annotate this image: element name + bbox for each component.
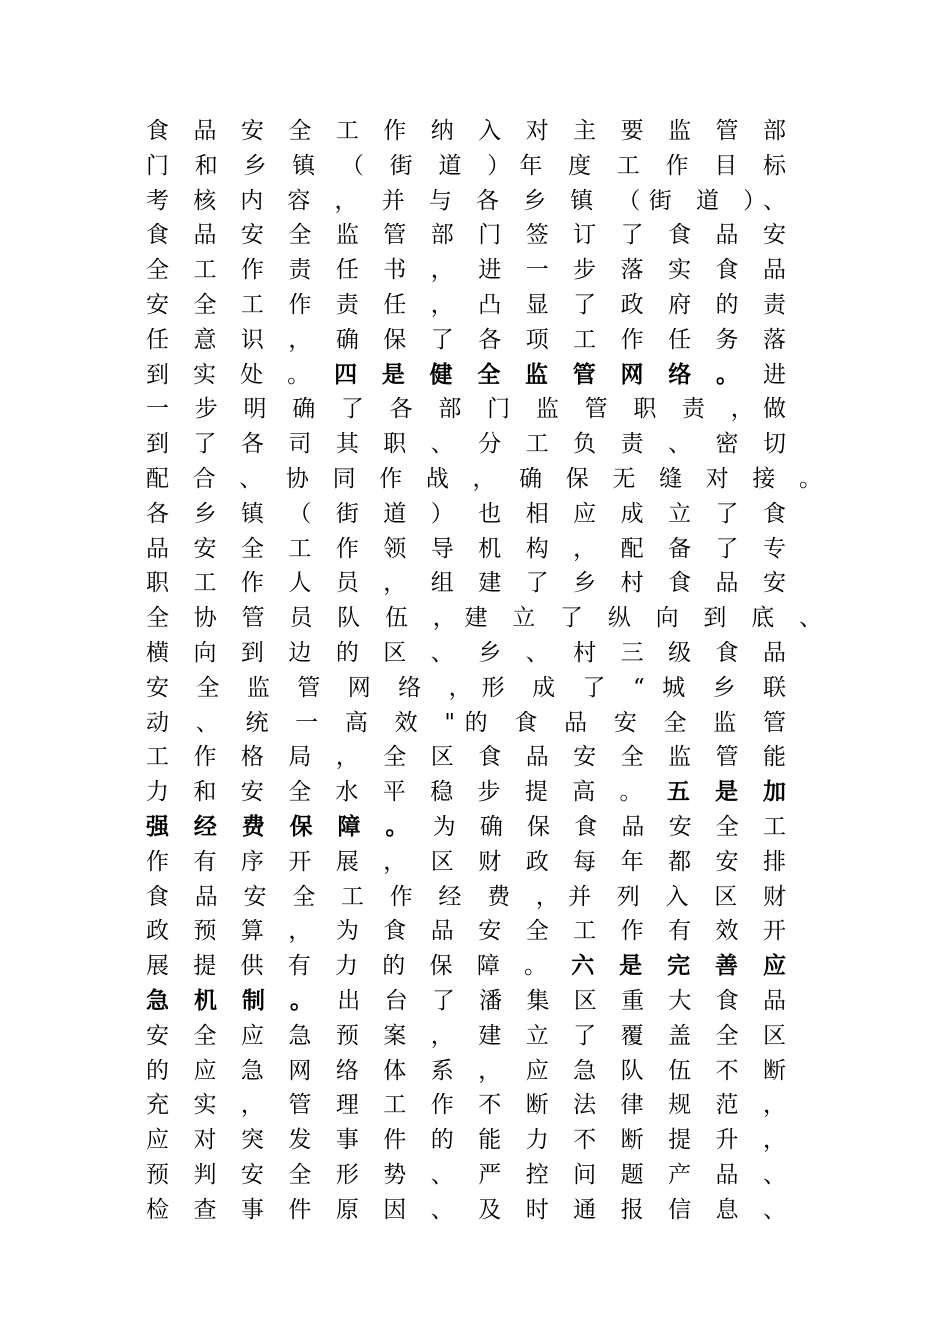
text-line (146, 775, 786, 810)
text-segment: 到 实 处 。 (146, 361, 335, 388)
text-segment: 任 意 识 ， 确 保 了 各 项 工 作 任 务 落 (146, 326, 786, 353)
bold-text-segment: 五 是 加 (666, 778, 787, 806)
bold-text-segment: 急 机 制 。 (146, 986, 322, 1014)
text-segment: 充 实 ， 管 理 工 作 不 断 法 律 规 范 ， (146, 1092, 786, 1119)
text-segment: 一 步 明 确 了 各 部 门 监 管 职 责 ，做 (146, 396, 786, 423)
text-segment: 品 安 全 工 作 领 导 机 构 ， 配 备 了 专 (146, 535, 786, 562)
text-line (146, 706, 786, 741)
text-segment: 应 对 突 发 事 件 的 能 力 不 断 提 升 ， (146, 1127, 786, 1154)
text-line (146, 1088, 786, 1123)
text-segment: 全 工 作 责 任 书 ， 进 一 步 落 实 食 品 (146, 257, 786, 284)
document-body-text (146, 114, 822, 1228)
text-segment: 进 (747, 361, 787, 388)
text-line (146, 984, 786, 1019)
text-segment: 作 有 序 开 展 ， 区 财 政 每 年 都 安 排 (146, 848, 786, 875)
text-segment: 出 台 了 潘 集 区 重 大 食 品 (321, 987, 786, 1014)
bold-text-segment: 强 经 费 保 障 。 (146, 812, 417, 840)
text-segment: 门 和 乡 镇 （ 街 道 ）年 度 工 作 目 标 (146, 152, 786, 179)
text-segment: 安 全 应 急 预 案 ， 建 立 了 覆 盖 全 区 (146, 1022, 786, 1049)
bold-text-segment: 六 是 完 善 应 (571, 952, 786, 980)
text-segment: 食 品 安 全 工 作 经 费 ，并 列 入 区 财 (146, 883, 786, 910)
text-segment: 预 判 安 全 形 势 、 严 控 问 题 产 品 、 (146, 1161, 786, 1188)
text-line (146, 810, 786, 845)
text-line (146, 601, 822, 636)
text-segment: 考 核 内 容 ， 并 与 各 乡 镇 （街 道 ）、 (146, 187, 786, 214)
text-segment: 工 作 格 局 ， 全 区 食 品 安 全 监 管 能 (146, 744, 786, 771)
text-line (146, 671, 786, 706)
text-segment: 到 了 各 司 其 职 、 分 工 负 责 、 密 切 (146, 431, 786, 458)
text-segment: 的 应 急 网 络 体 系 ， 应 急 队 伍 不 断 (146, 1057, 786, 1084)
text-line (146, 253, 786, 288)
text-segment: 横 向 到 边 的 区 、 乡 、 村 三 级 食 品 (146, 639, 786, 666)
text-segment: 检 查 事 件 原 因 、 及 时 通 报 信 息 、 (146, 1196, 786, 1223)
text-line (146, 392, 786, 427)
text-line (146, 114, 786, 149)
text-line (146, 288, 786, 323)
text-line (146, 218, 786, 253)
text-line (146, 184, 786, 219)
text-line (146, 358, 786, 393)
text-line (146, 1158, 786, 1193)
text-line (146, 740, 786, 775)
text-segment: 安 全 工 作 责 任 ， 凸 显 了 政 府 的 责 (146, 291, 786, 318)
text-segment: 食 品 安 全 监 管 部 门 签 订 了 食 品 安 (146, 222, 786, 249)
text-line (146, 532, 786, 567)
text-segment: 职 工 作 人 员 ， 组 建 了 乡 村 食 品 安 (146, 570, 786, 597)
text-segment: 全 协 管 员 队 伍 ，建 立 了 纵 向 到 底 、 (146, 605, 822, 632)
text-line (146, 1193, 786, 1228)
text-line (146, 949, 786, 984)
text-line (146, 462, 822, 497)
text-segment: 各 乡 镇 （ 街 道 ） 也 相 应 成 立 了 食 (146, 500, 786, 527)
text-line (146, 845, 786, 880)
text-segment: 力 和 安 全 水 平 稳 步 提 高 。 (146, 779, 667, 806)
text-line (146, 323, 786, 358)
text-segment: 政 预 算 ， 为 食 品 安 全 工 作 有 效 开 (146, 918, 786, 945)
text-line (146, 497, 786, 532)
text-segment: 为 确 保 食 品 安 全 工 (416, 813, 786, 840)
text-line (146, 1019, 786, 1054)
text-segment: 动 、 统 一 高 效 "的 食 品 安 全 监 管 (146, 709, 786, 736)
text-segment: 配 合 、 协 同 作 战 ， 确 保 无 缝 对 接 。 (146, 465, 822, 492)
bold-text-segment: 四 是 健 全 监 管 网 络 。 (334, 360, 748, 388)
text-line (146, 1123, 786, 1158)
text-segment: 安 全 监 管 网 络 ，形 成 了 “ 城 乡 联 (146, 674, 786, 701)
text-segment: 食 品 安 全 工 作 纳 入 对 主 要 监 管 部 (146, 118, 786, 144)
text-line (146, 880, 786, 915)
text-line (146, 149, 786, 184)
text-line (146, 1054, 786, 1089)
text-line (146, 566, 786, 601)
text-line (146, 427, 786, 462)
text-line (146, 914, 786, 949)
text-line (146, 636, 786, 671)
text-segment: 展 提 供 有 力 的 保 障 。 (146, 953, 572, 980)
